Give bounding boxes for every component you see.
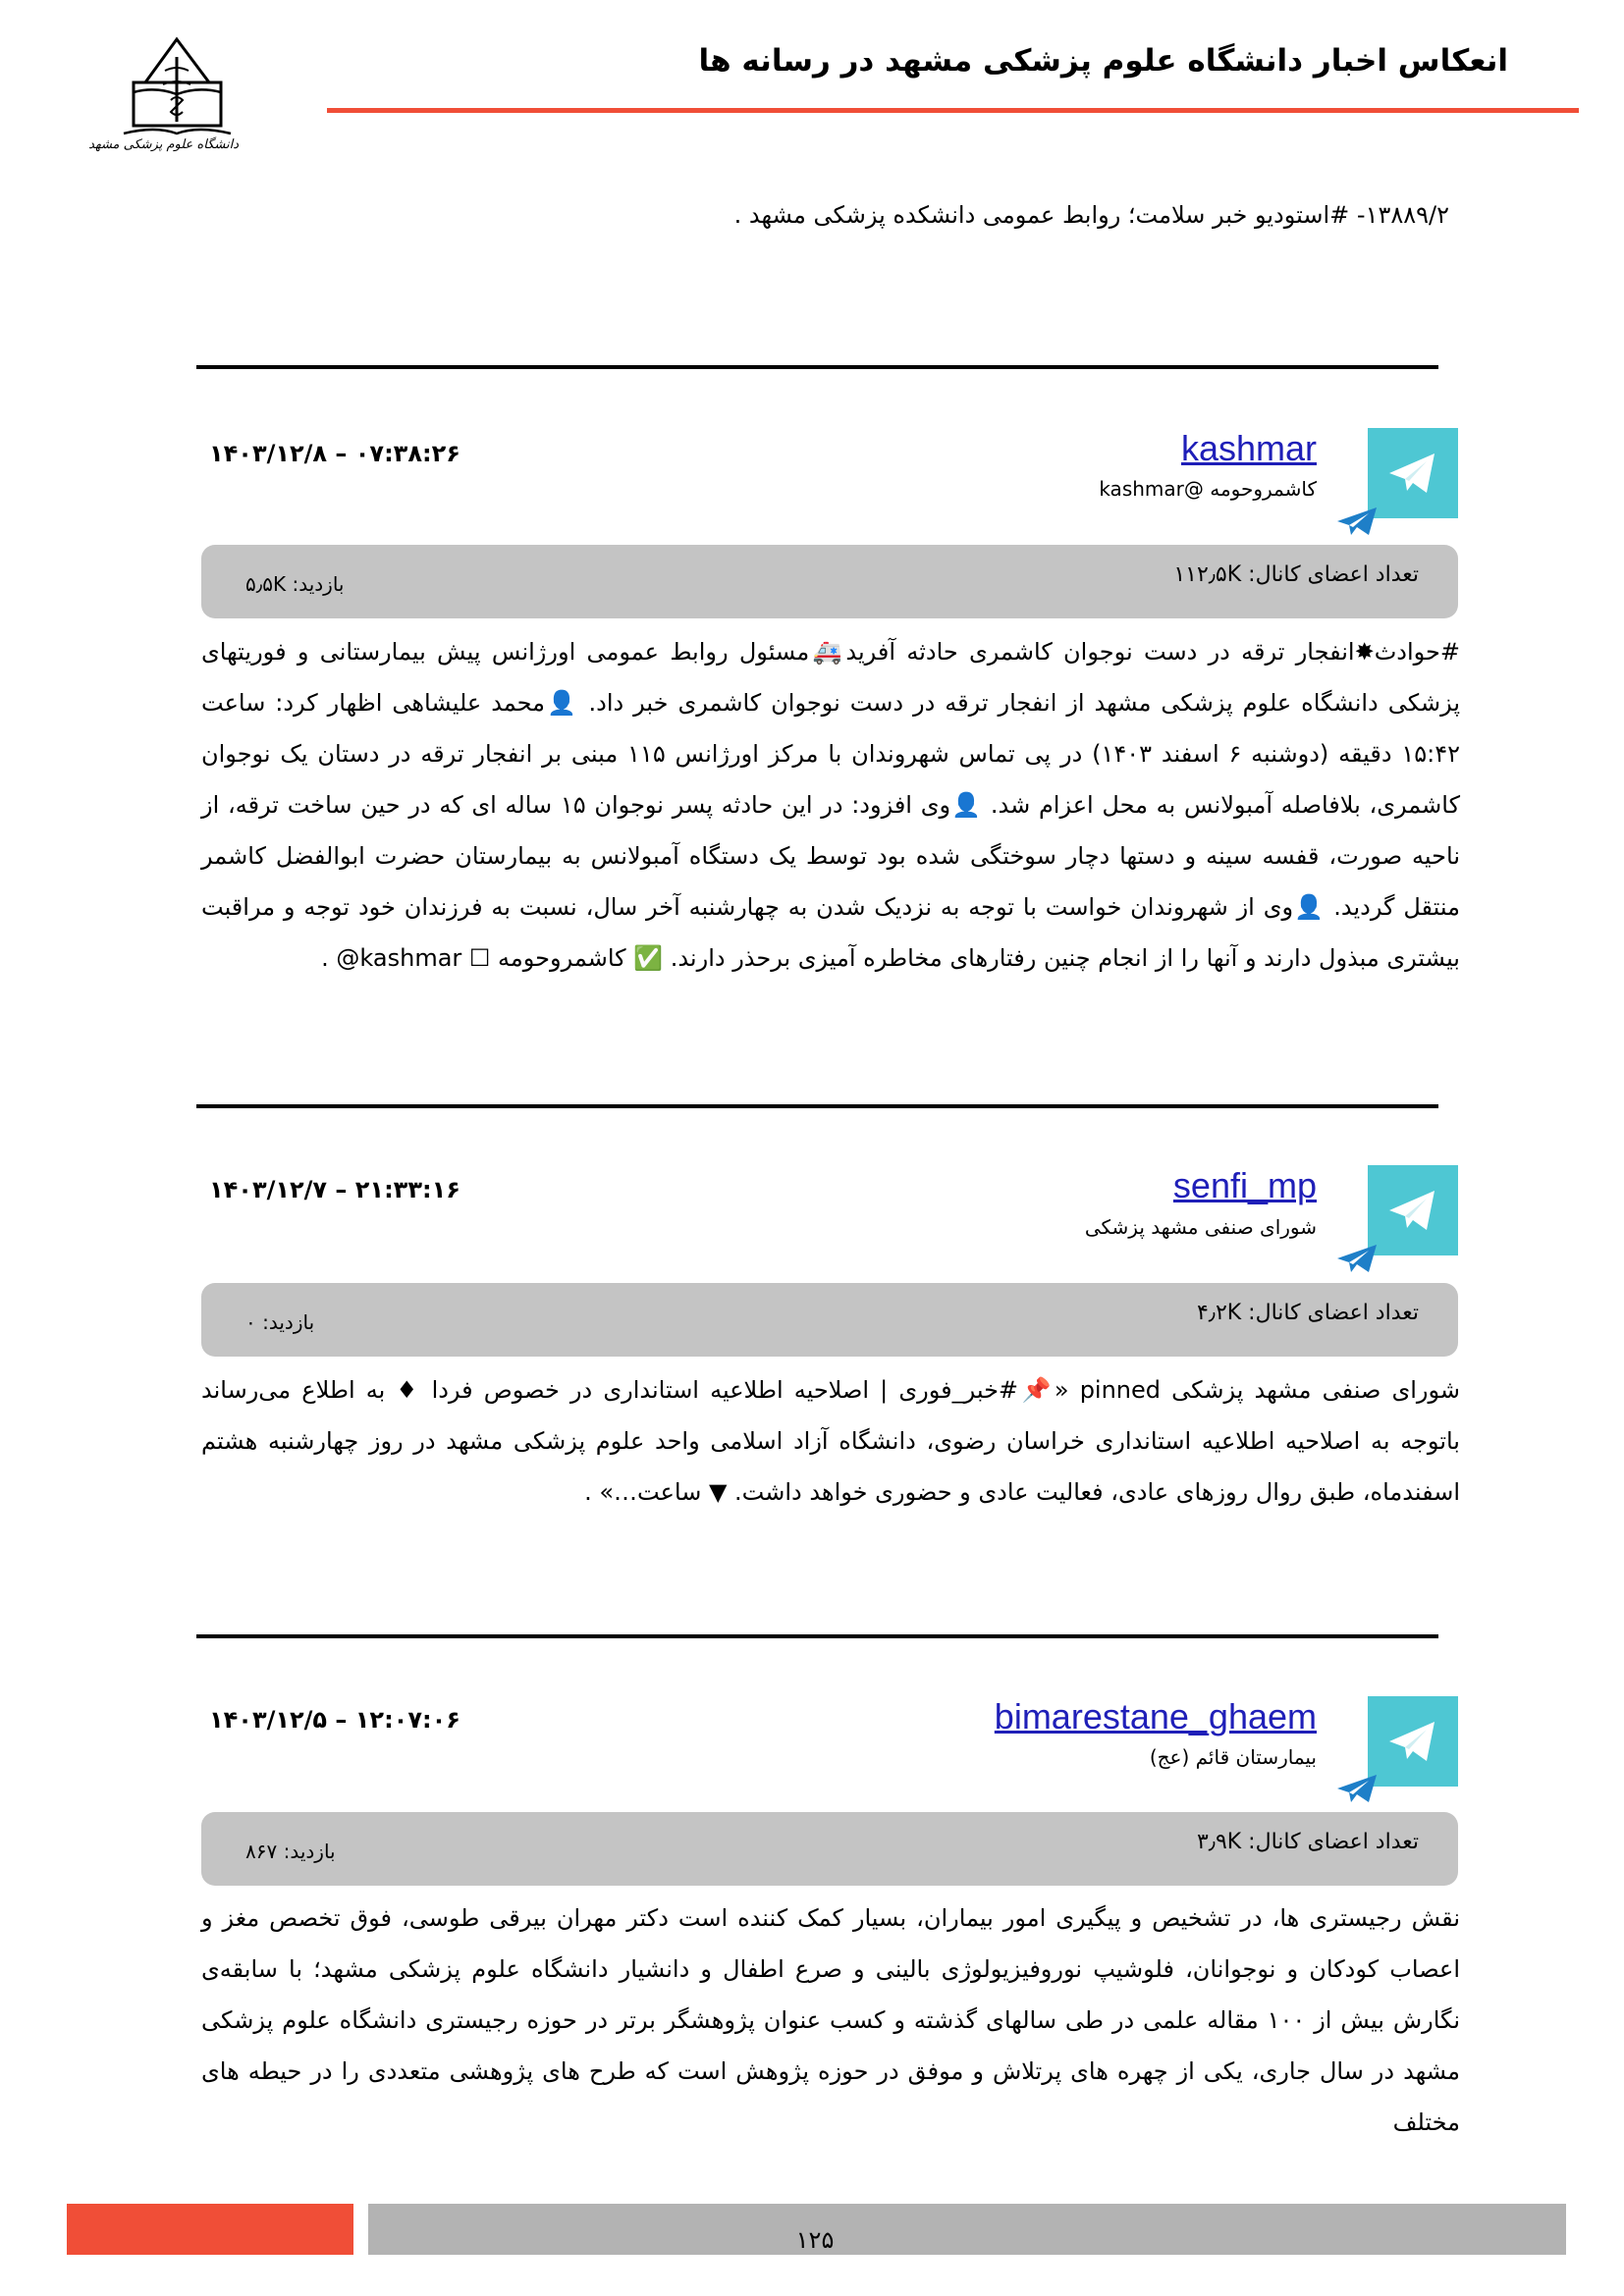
channel-stats-bar [201,545,1458,618]
channel-stats-bar [201,1283,1458,1357]
member-count: تعداد اعضای کانال: ۱۱۲٫۵K [1173,562,1419,587]
header-rule [327,108,1579,113]
telegram-badge-icon [1335,1773,1379,1804]
channel-name: کاشمروحومه @kashmar [1099,477,1317,501]
view-count: بازدید: ۸۶۷ [245,1840,336,1863]
telegram-icon [1368,428,1458,518]
post-separator [196,365,1438,369]
university-logo [88,35,239,163]
post-date: ۱۴۰۳/۱۲/۵ – ۱۲:۰۷:۰۶ [209,1706,460,1734]
telegram-icon [1368,1165,1458,1255]
channel-link-bimarestane-ghaem[interactable]: bimarestane_ghaem [994,1696,1317,1736]
telegram-badge-icon [1335,1243,1379,1274]
view-count: بازدید: ۰ [245,1310,315,1334]
channel-name: شورای صنفی مشهد پزشکی [1084,1215,1317,1239]
footer-accent-bar [67,2204,353,2255]
document-title: انعکاس اخبار دانشگاه علوم پزشکی مشهد در رسانه ها [698,43,1508,79]
post-date: ۱۴۰۳/۱۲/۷ – ۲۱:۳۳:۱۶ [209,1176,460,1203]
telegram-badge-icon [1335,506,1379,537]
logo-caption: دانشگاه علوم پزشکی مشهد [88,137,239,152]
page-number: ۱۲۵ [795,2226,835,2254]
intro-item: ۱۳۸۸۹/۲- #استودیو خبر سلامت؛ روابط عمومی دانشکده پزشکی مشهد . [733,201,1449,229]
post-body: #حوادث✸انفجار ترقه در دست نوجوان کاشمری حادثه آفرید🚑مسئول روابط عمومی اورژانس پیش بیمارستانی و فوریتهای پزشکی دانشگاه علوم پزشکی مشهد از انفجار ترقه در دست نوجوان کاشمری خبر داد. 👤محمد علیشاهی اظهار کرد: ساعت ۱۵:۴۲ دقیقه (دوشنبه ۶ اسفند ۱۴۰۳) در پی تماس شهروندان با مرکز اورژانس ۱۱۵ مبنی بر انفجار ترقه در دستان یک نوجوان کاشمری، بلافاصله آمبولانس به محل اعزام شد. 👤وی افزود: در این حادثه پسر نوجوان ۱۵ ساله ای که در حین ساخت ترقه، از ناحیه صورت، قفسه سینه و دستها دچار سوختگی شده بود توسط یک دستگاه آمبولانس به بیمارستان حضرت ابوالفضل کاشمر منتقل گردید. 👤وی از شهروندان خواست با توجه به نزدیک شدن به چهارشنبه آخر سال، نسبت به فرزندان خود توجه و مراقبت بیشتری مبذول دارند و آنها را از انجام چنین رفتارهای مخاطره آمیزی برحذر دارند. ✅ کاشمروحومه ☐ kashmar@ . [201,638,1460,972]
channel-link-kashmar[interactable]: kashmar [1180,428,1317,468]
member-count: تعداد اعضای کانال: ۴٫۲K [1196,1301,1419,1325]
telegram-icon [1368,1696,1458,1787]
post-body: شورای صنفی مشهد پزشکی pinned «📌#خبر_فوری | اصلاحیه اطلاعیه استانداری در خصوص فردا ♦ به اطلاع می‌رساند باتوجه به اصلاحیه اطلاعیه استانداری خراسان رضوی، دانشگاه آزاد اسلامی واحد علوم پزشکی مشهد در روز چهارشنبه هشتم اسفندماه، طبق روال روزهای عادی، فعالیت عادی و حضوری خواهد داشت. ▼ ساعت…» . [201,1376,1461,1506]
view-count: بازدید: ۵٫۵K [245,572,345,596]
channel-stats-bar [201,1812,1458,1886]
post-date: ۱۴۰۳/۱۲/۸ – ۰۷:۳۸:۲۶ [209,440,460,467]
channel-link-senfi-mp[interactable]: senfi_mp [1172,1165,1317,1205]
footer-bar [368,2204,1566,2255]
post-separator [196,1634,1438,1638]
post-separator [196,1104,1438,1108]
channel-name: بیمارستان قائم (عج) [1149,1745,1317,1769]
post-body: نقش رجیستری ها، در تشخیص و پیگیری امور بیماران، بسیار کمک کننده است دکتر مهران بیرقی طوسی، فوق تخصص مغز و اعصاب کودکان و نوجوانان، فلوشیپ نوروفیزیولوژی بالینی و صرع اطفال و دانشیار دانشگاه علوم پزشکی مشهد؛ با سابقه‌ی نگارش بیش از ۱۰۰ مقاله علمی در طی سالهای گذشته و کسب عنوان پژوهشگر برتر در حوزه رجیستری دانشگاه علوم پزشکی مشهد در سال جاری، یکی از چهره های پرتلاش و موفق در حوزه پژوهش است که طرح های پژوهشی متعددی را در حیطه های مختلف [201,1904,1460,2136]
member-count: تعداد اعضای کانال: ۳٫۹K [1196,1830,1419,1854]
